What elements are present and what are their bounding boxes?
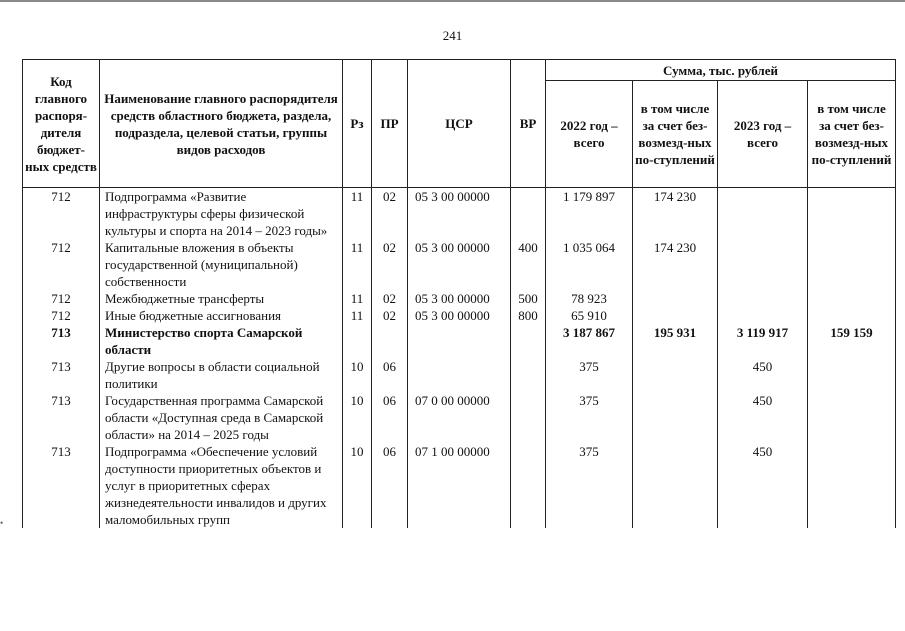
cell-name: Государственная программа Самарской области «Доступная среда в Самарской области» на 2014 – 2025 годы [100,392,343,443]
cell-y2023-total [718,290,808,307]
cell-vr: 800 [511,307,546,324]
table-header [23,60,896,188]
cell-y2022-incl [633,392,718,443]
cell-y2023-total: 450 [718,358,808,392]
cell-y2022-incl [633,358,718,392]
header-2023-total: 2023 год – всего [718,81,808,188]
cell-rz [343,324,372,358]
table-row [23,290,896,307]
cell-y2022-total: 65 910 [546,307,633,324]
cell-name: Другие вопросы в области социальной политики [100,358,343,392]
top-border-line [0,0,905,2]
cell-csr: 05 3 00 00000 [408,290,511,307]
table-row [23,358,896,392]
cell-code: 713 [23,358,100,392]
cell-pr: 06 [372,358,408,392]
cell-y2022-total: 1 035 064 [546,239,633,290]
cell-code: 712 [23,188,100,240]
cell-y2022-incl [633,443,718,528]
cell-y2023-incl [808,392,896,443]
cell-y2023-incl [808,290,896,307]
cell-code: 712 [23,290,100,307]
cell-rz: 11 [343,188,372,240]
cell-vr [511,324,546,358]
cell-y2023-total [718,307,808,324]
header-2022-total: 2022 год – всего [546,81,633,188]
cell-y2022-total: 1 179 897 [546,188,633,240]
cell-pr: 06 [372,443,408,528]
cell-y2022-total: 375 [546,443,633,528]
cell-y2023-total [718,239,808,290]
cell-y2023-total: 450 [718,443,808,528]
cell-csr: 05 3 00 00000 [408,307,511,324]
header-csr: ЦСР [408,60,511,188]
header-code: Код главного распоря-дителя бюджет-ных средств [23,60,100,188]
table-row [23,239,896,290]
table-row [23,392,896,443]
cell-code: 713 [23,443,100,528]
cell-rz: 11 [343,290,372,307]
cell-code: 713 [23,324,100,358]
cell-vr: 400 [511,239,546,290]
cell-y2023-total: 450 [718,392,808,443]
cell-y2022-incl: 195 931 [633,324,718,358]
cell-y2023-total [718,188,808,240]
cell-pr: 02 [372,239,408,290]
cell-csr [408,324,511,358]
cell-y2023-incl [808,443,896,528]
page-number: 241 [442,28,463,43]
cell-pr: 02 [372,307,408,324]
header-rz: Рз [343,60,372,188]
cell-code: 713 [23,392,100,443]
cell-name: Капитальные вложения в объекты государственной (муниципальной) собственности [100,239,343,290]
cell-y2023-incl [808,188,896,240]
cell-y2023-incl [808,307,896,324]
cell-rz: 10 [343,392,372,443]
cell-vr [511,443,546,528]
header-2023-incl: в том числе за счет без-возмезд-ных по-ступлений [808,81,896,188]
cell-y2023-incl [808,358,896,392]
cell-y2023-total: 3 119 917 [718,324,808,358]
cell-vr: 500 [511,290,546,307]
cell-code: 712 [23,307,100,324]
cell-name: Подпрограмма «Обеспечение условий доступности приоритетных объектов и услуг в приоритетных сферах жизнедеятельности инвалидов и других маломобильных групп [100,443,343,528]
cell-pr: 02 [372,188,408,240]
cell-rz: 11 [343,239,372,290]
header-vr: ВР [511,60,546,188]
header-pr: ПР [372,60,408,188]
table-row [23,443,896,528]
cell-y2022-total: 3 187 867 [546,324,633,358]
cell-y2022-total: 78 923 [546,290,633,307]
cell-y2022-total: 375 [546,392,633,443]
cell-rz: 11 [343,307,372,324]
cell-csr: 05 3 00 00000 [408,188,511,240]
scan-artifact-mark: • [0,518,4,528]
table-row [23,307,896,324]
cell-vr [511,188,546,240]
cell-name: Подпрограмма «Развитие инфраструктуры сферы физической культуры и спорта на 2014 – 2023 годы» [100,188,343,240]
cell-rz: 10 [343,443,372,528]
cell-y2023-incl: 159 159 [808,324,896,358]
cell-name: Министерство спорта Самарской области [100,324,343,358]
cell-csr [408,358,511,392]
header-2022-incl: в том числе за счет без-возмезд-ных по-ступлений [633,81,718,188]
cell-rz: 10 [343,358,372,392]
cell-csr: 05 3 00 00000 [408,239,511,290]
cell-code: 712 [23,239,100,290]
table-body [23,188,896,529]
cell-pr: 06 [372,392,408,443]
cell-y2022-total: 375 [546,358,633,392]
cell-vr [511,392,546,443]
cell-y2022-incl [633,307,718,324]
table-row [23,324,896,358]
cell-name: Межбюджетные трансферты [100,290,343,307]
budget-table [22,59,896,528]
cell-y2022-incl: 174 230 [633,239,718,290]
cell-name: Иные бюджетные ассигнования [100,307,343,324]
cell-csr: 07 0 00 00000 [408,392,511,443]
header-name: Наименование главного распорядителя средств областного бюджета, раздела, подраздела, целевой статьи, группы видов расходов [100,60,343,188]
cell-y2022-incl [633,290,718,307]
table-row [23,188,896,240]
cell-vr [511,358,546,392]
cell-y2022-incl: 174 230 [633,188,718,240]
header-sum-group: Сумма, тыс. рублей [546,60,896,81]
cell-pr: 02 [372,290,408,307]
cell-y2023-incl [808,239,896,290]
cell-csr: 07 1 00 00000 [408,443,511,528]
cell-pr [372,324,408,358]
